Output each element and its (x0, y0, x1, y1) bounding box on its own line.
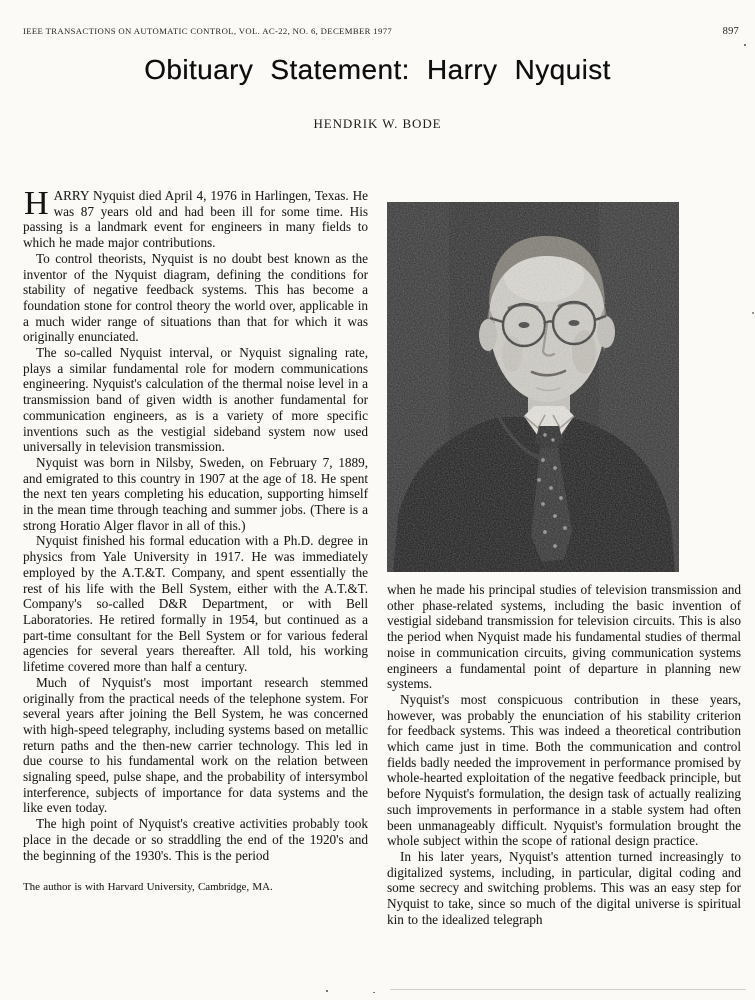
article-title: Obituary Statement: Harry Nyquist (144, 54, 611, 85)
paragraph: In his later years, Nyquist's attention turned increasingly to digitalized systems, including, in particular, digital coding and some secrecy and switching problems. This was an easy step for Nyquist to take, since so much of the digital universe is spiritual kin to the idealized telegraph (387, 848, 741, 927)
paragraph: Nyquist's most conspicuous contribution in these years, however, was probably the enunciation of his stability criterion for feedback systems. This was indeed a theoretical contribution which came just in time. Both the communication and control fields badly needed the improvement in performance promised by whole-hearted exploitation of the negative feedback principle, but before Nyquist's formulation, the design task of actually realizing such improvements in performance in a stable system had often been unmanageably difficult. Nyquist's formulation brought the whole subject within the scope of rational design practice. (387, 691, 741, 849)
journal-citation: IEEE TRANSACTIONS ON AUTOMATIC CONTROL, VOL. AC-22, NO. 6, DECEMBER 1977 (23, 26, 393, 36)
paragraph-lead-text: ARRY Nyquist died April 4, 1976 in Harlingen, Texas. He was 87 years old and had been ill for some time. His passing is a landmark event for engineers in many fields to which he made major contributions. (23, 188, 368, 251)
scan-speck (744, 44, 746, 46)
paragraph: To control theorists, Nyquist is no doubt best known as the inventor of the Nyquist diagram, defining the conditions for stability of negative feedback systems. This has become a foundation stone for control theory the world over, applicable in a much wider range of situations than that for which it was originally enunciated. (23, 250, 368, 345)
author-name: HENDRIK W. BODE (313, 116, 442, 131)
paragraph: The so-called Nyquist interval, or Nyquist signaling rate, plays a similar fundamental role for modern communications engineering. Nyquist's calculation of the thermal noise level in a transmission band of given width is another fundamental for communication engineers, as is a variety of more specific inventions such as the vestigial sideband system now used universally in television transmission. (23, 345, 368, 455)
paragraph: Nyquist was born in Nilsby, Sweden, on February 7, 1889, and emigrated to this country in 1907 at the age of 18. He spent the next ten years completing his education, supporting himself in the mean time through teaching and summer jobs. (There is a strong Horatio Alger flavor in all of this.) (23, 454, 368, 533)
left-column (23, 185, 368, 927)
paragraph: Much of Nyquist's most important research stemmed originally from the practical needs of the telephone system. For several years after joining the Bell System, he was concerned with high-speed telegraphy, including systems based on metallic return paths and the then-new carrier technology. This led in due course to his fundamental work on the relation between signaling speed, pulse shape, and the probability of intersymbol interference, subjects of importance for data systems and the like even today. (23, 674, 368, 816)
article-body (23, 185, 741, 927)
scan-speck (326, 990, 328, 992)
harry-nyquist-portrait-photo (387, 202, 679, 572)
paragraph: The high point of Nyquist's creative activities probably took place in the decade or so straddling the end of the 1920's and the beginning of the 1930's. This is the period (23, 816, 368, 863)
bottom-scan-rule (390, 989, 746, 990)
paragraph-lead (23, 185, 368, 251)
paragraph: when he made his principal studies of television transmission and other phase-related systems, including the basic invention of vestigial sideband transmission for television circuits. This is also the period when Nyquist made his fundamental studies of thermal noise in communication circuits, giving communication systems engineers a fundamental point of departure in planning new systems. (387, 582, 741, 692)
page-number: 897 (722, 26, 739, 37)
scan-speck (373, 992, 375, 993)
running-head (23, 26, 739, 37)
right-column (387, 188, 741, 927)
author-affiliation-footnote: The author is with Harvard University, Cambridge, MA. (23, 881, 273, 894)
paragraph: Nyquist finished his formal education with a Ph.D. degree in physics from Yale University in 1917. He was immediately employed by the A.T.&T. Company, and spent essentially the rest of his life with the Bell System, either with the A.T.&T. Company's so-called D&R Department, or with Bell Laboratories. He retired formally in 1954, but continued as a part-time consultant for the Bell System or for various federal agencies for several years thereafter. All told, his working lifetime covered more than half a century. (23, 533, 368, 675)
scan-speck (752, 312, 754, 314)
dropcap: H (24, 185, 49, 222)
portrait-illustration (387, 202, 679, 572)
